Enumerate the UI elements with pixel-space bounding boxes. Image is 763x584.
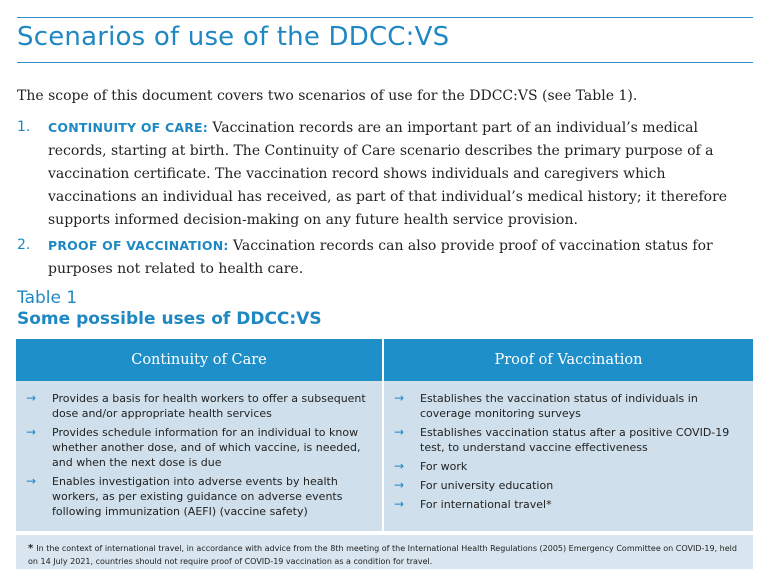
arrow-right-icon: → bbox=[394, 497, 405, 511]
arrow-right-icon: → bbox=[26, 474, 37, 488]
heading-rule-bottom bbox=[17, 62, 753, 63]
section-heading: Scenarios of use of the DDCC:VS bbox=[17, 22, 450, 52]
scenario-item-continuity bbox=[17, 116, 753, 232]
list-item-text: Provides a basis for health workers to offer a subsequent dose and/or appropriate health services bbox=[52, 392, 366, 420]
scenario-keyword: PROOF OF VACCINATION: bbox=[48, 238, 229, 253]
list-item bbox=[26, 474, 376, 519]
list-item-text: Establishes the vaccination status of individuals in coverage monitoring surveys bbox=[420, 392, 698, 420]
column-header-proof: Proof of Vaccination bbox=[384, 339, 753, 381]
proof-column bbox=[394, 391, 746, 516]
table-footnote bbox=[16, 535, 753, 569]
arrow-right-icon: → bbox=[394, 478, 405, 492]
list-item bbox=[394, 459, 746, 474]
scenario-text: Vaccination records can also provide proof of vaccination status for purposes not related to health care. bbox=[48, 238, 713, 277]
table-label: Table 1 bbox=[17, 288, 78, 308]
footnote-text: In the context of international travel, in accordance with advice from the 8th meeting of the International Health Regulations (2005) Emergency Committee on COVID-19, held on 14 July 2021, countries should not require proof of COVID-19 vaccination as a condition for travel. bbox=[28, 544, 737, 566]
arrow-right-icon: → bbox=[394, 459, 405, 473]
list-item bbox=[394, 478, 746, 493]
scenario-list bbox=[17, 116, 753, 283]
list-item bbox=[394, 497, 746, 512]
list-item bbox=[26, 425, 376, 470]
column-header-continuity: Continuity of Care bbox=[16, 339, 382, 381]
arrow-right-icon: → bbox=[26, 391, 37, 405]
table-title: Some possible uses of DDCC:VS bbox=[17, 309, 322, 329]
arrow-right-icon: → bbox=[394, 391, 405, 405]
list-item-text: Provides schedule information for an individual to know whether another dose, and of which vaccine, is needed, and when the next dose is due bbox=[52, 426, 361, 469]
list-item-text: Establishes vaccination status after a positive COVID-19 test, to understand vaccine effectiveness bbox=[420, 426, 730, 454]
scenario-text: Vaccination records are an important part of an individual’s medical records, starting at birth. The Continuity of Care scenario describes the primary purpose of a vaccination certificate. The vaccination record shows individuals and caregivers which vaccinations an individual has received, as part of that individual’s medical history; it therefore supports informed decision-making on any future health service provision. bbox=[48, 120, 728, 228]
scenario-item-proof bbox=[17, 234, 753, 281]
intro-paragraph: The scope of this document covers two scenarios of use for the DDCC:VS (see Table 1). bbox=[17, 88, 638, 104]
list-item-text: For work bbox=[420, 460, 468, 473]
footnote-marker: * bbox=[28, 543, 34, 554]
list-item bbox=[394, 391, 746, 421]
footnote-text-block bbox=[28, 542, 743, 568]
arrow-right-icon: → bbox=[394, 425, 405, 439]
list-item bbox=[26, 391, 376, 421]
continuity-column bbox=[26, 391, 376, 523]
heading-rule-top bbox=[17, 17, 753, 18]
uses-table bbox=[16, 339, 753, 531]
scenario-number: 2. bbox=[17, 237, 31, 253]
scenario-keyword: CONTINUITY OF CARE: bbox=[48, 120, 208, 135]
list-item-text: For university education bbox=[420, 479, 554, 492]
list-item-text: Enables investigation into adverse events by health workers, as per existing guidance on adverse events following immunization (AEFI) (vaccine safety) bbox=[52, 475, 343, 518]
arrow-right-icon: → bbox=[26, 425, 37, 439]
column-divider bbox=[382, 339, 384, 531]
scenario-number: 1. bbox=[17, 119, 31, 135]
list-item bbox=[394, 425, 746, 455]
list-item-text: For international travel* bbox=[420, 498, 552, 511]
